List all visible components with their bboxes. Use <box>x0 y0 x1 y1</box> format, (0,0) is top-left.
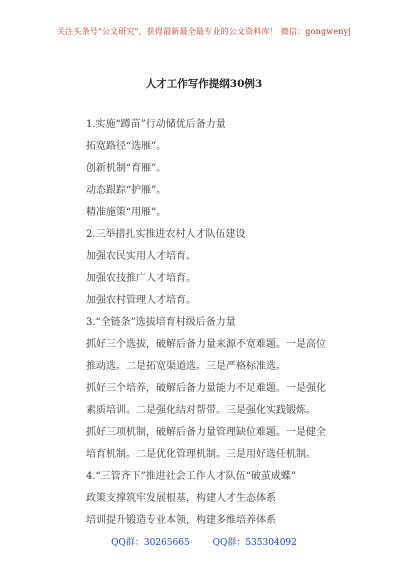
heading-2: 2.三举措扎实推进农村人才队伍建设 <box>86 229 246 240</box>
paragraph: 加强农技推广人才培育。 <box>86 273 196 284</box>
paragraph: 培训提升锻造专业本领，构建多维培养体系 <box>86 515 276 526</box>
document-title: 人才工作写作提纲30例3 <box>145 78 263 90</box>
paragraph: 精准施策“用雁”。 <box>86 207 167 218</box>
heading-4: 4.“三管齐下”推进社会工作人才队伍“破茧成蝶” <box>86 471 296 482</box>
paragraph: 动态跟踪“护雁”。 <box>86 185 167 196</box>
header-notice: 关注头条号"公文研究"，获得最新最全最专业的公文资料库！ 微信：gongwenyj <box>56 27 352 36</box>
paragraph: 抓好三个培养，破解后备力量能力不足难题。一是强化 <box>86 383 326 394</box>
paragraph: 加强农民实用人才培育。 <box>86 251 196 262</box>
qq-group-2: QQ群：535304092 <box>212 538 297 548</box>
paragraph: 政策支撑筑牢发展根基，构建人才生态体系 <box>86 493 276 504</box>
paragraph: 抓好三个选拔，破解后备力量来源不宽难题。一是高位 <box>86 339 326 350</box>
paragraph: 拓宽路径“选雁”。 <box>86 141 167 152</box>
paragraph: 素质培训。二是强化结对帮带。三是强化实践锻炼。 <box>86 405 316 416</box>
paragraph: 加强农村管理人才培育。 <box>86 295 196 306</box>
paragraph: 创新机制“育雁”。 <box>86 163 167 174</box>
footer-contact <box>0 535 408 548</box>
qq-group-1: QQ群：30265665 <box>111 538 190 548</box>
paragraph: 培育机制。二是优化管理机制。三是用好选任机制。 <box>86 449 316 460</box>
paragraph: 抓好三项机制，破解后备力量管理缺位难题。一是健全 <box>86 427 326 438</box>
heading-1: 1.实施“蹲苗”行动储优后备力量 <box>86 119 226 130</box>
heading-3: 3.“全链条”选拔培育村级后备力量 <box>86 317 236 328</box>
paragraph: 推动选。二是拓宽渠道选。三是严格标准选。 <box>86 361 286 372</box>
